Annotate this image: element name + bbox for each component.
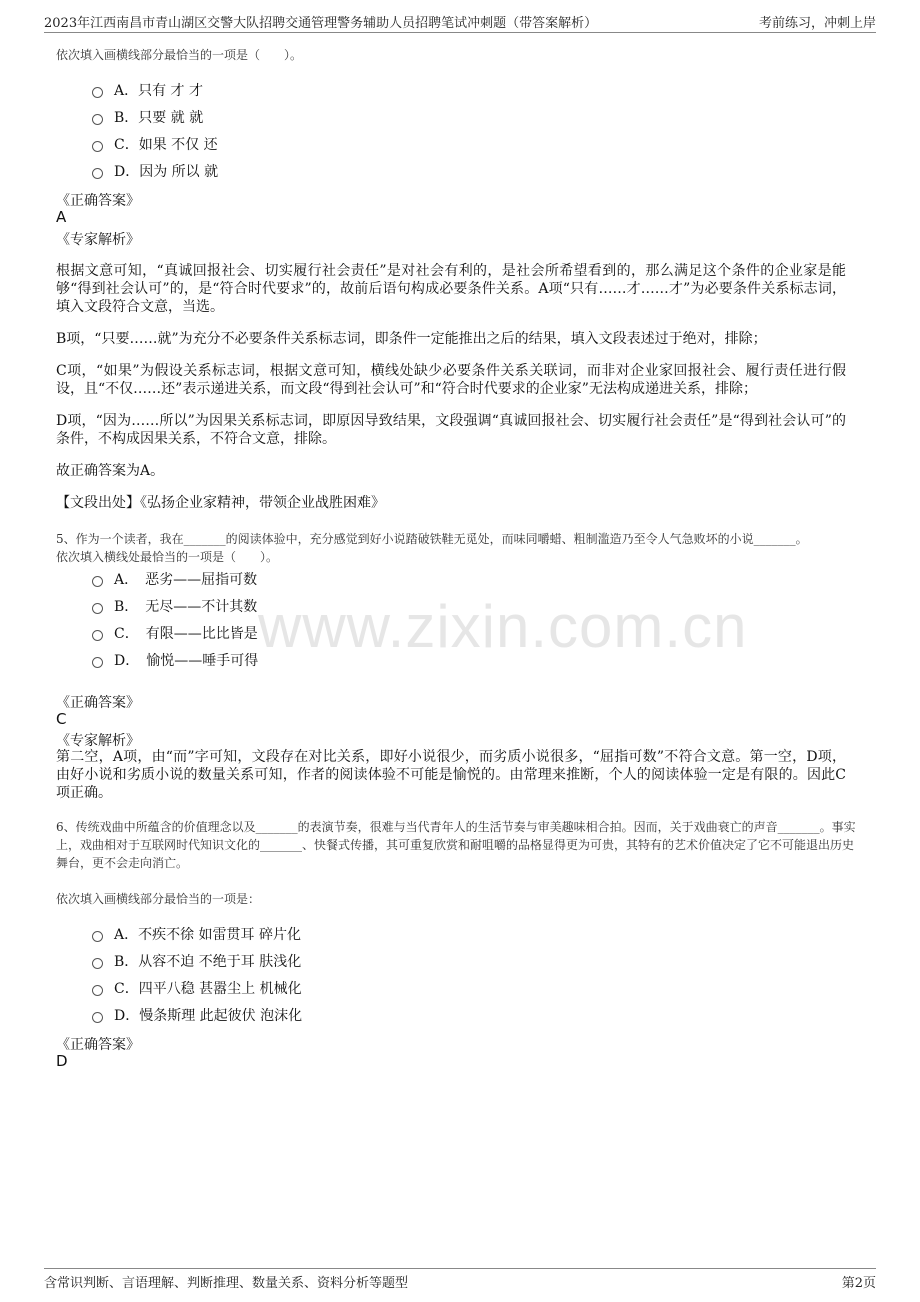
q6-option-c[interactable]: C．四平八稳 甚嚣尘上 机械化 (114, 978, 302, 998)
radio-icon[interactable] (92, 87, 103, 98)
q5-analysis-label: 《专家解析》 (56, 733, 140, 749)
footer-divider (44, 1268, 876, 1269)
radio-icon[interactable] (92, 141, 103, 152)
q4-option-d[interactable]: D．因为 所以 就 (114, 161, 218, 181)
q6-answer: D (56, 1052, 68, 1070)
radio-icon[interactable] (92, 958, 103, 969)
q5-option-c[interactable]: C． 有限——比比皆是 (114, 623, 258, 643)
radio-icon[interactable] (92, 168, 103, 179)
radio-icon[interactable] (92, 657, 103, 668)
q6-answer-label: 《正确答案》 (56, 1037, 140, 1053)
q5-option-d[interactable]: D． 愉悦——唾手可得 (114, 650, 258, 670)
q4-prompt: 依次填入画横线部分最恰当的一项是（ ）。 (56, 48, 303, 62)
q4-analysis-p5: 故正确答案为A。 (56, 463, 165, 479)
radio-icon[interactable] (92, 931, 103, 942)
radio-icon[interactable] (92, 985, 103, 996)
q5-stem: 5、作为一个读者，我在_______的阅读体验中，充分感觉到好小说踏破铁鞋无觅处，而味同嚼蜡、粗制滥造乃至令人气急败坏的小说_______。 (56, 532, 808, 546)
header-divider (44, 32, 876, 33)
q4-analysis-p2: B项，“只要……就”为充分不必要条件关系标志词，即条件一定能推出之后的结果，填入文段表述过于绝对，排除； (56, 331, 767, 347)
q4-source: 【文段出处】《弘扬企业家精神，带领企业战胜困难》 (56, 495, 385, 511)
q5-answer-label: 《正确答案》 (56, 695, 140, 711)
q4-answer-label: 《正确答案》 (56, 193, 140, 209)
radio-icon[interactable] (92, 1012, 103, 1023)
q6-option-d[interactable]: D．慢条斯理 此起彼伏 泡沫化 (114, 1005, 302, 1025)
q5-prompt: 依次填入横线处最恰当的一项是（ ）。 (56, 550, 279, 564)
q6-option-b[interactable]: B．从容不迫 不绝于耳 肤浅化 (114, 951, 301, 971)
q4-analysis-p4: D项，“因为……所以”为因果关系标志词，即原因导致结果，文段强调“真诚回报社会、切实履行社会责任”是“得到社会认可”的条件，不构成因果关系，不符合文意，排除。 (56, 413, 846, 447)
q6-prompt: 依次填入画横线部分最恰当的一项是： (56, 892, 261, 906)
page-header-title: 2023年江西南昌市青山湖区交警大队招聘交通管理警务辅助人员招聘笔试冲刺题（带答案解析） (44, 16, 598, 31)
q4-option-b[interactable]: B．只要 就 就 (114, 107, 203, 127)
q5-analysis: 第二空，A项，由“而”字可知，文段存在对比关系，即好小说很少，而劣质小说很多，“屈指可数”不符合文意。第一空，D项，由好小说和劣质小说的数量关系可知，作者的阅读体验不可能是愉悦的。由常理来推断，个人的阅读体验一定是有限的。因此C项正确。 (56, 749, 846, 801)
q5-option-b[interactable]: B． 无尽——不计其数 (114, 596, 257, 616)
page-number: 第2页 (841, 1276, 876, 1291)
q5-answer: C (56, 710, 67, 728)
radio-icon[interactable] (92, 603, 103, 614)
q4-analysis-p3: C项，“如果”为假设关系标志词，根据文意可知，横线处缺少必要条件关系关联词，而非对企业家回报社会、履行责任进行假设，且“不仅……还”表示递进关系，而文段“得到社会认可”和“符合时代要求的企业家”无法构成递进关系，排除； (56, 363, 846, 397)
radio-icon[interactable] (92, 576, 103, 587)
watermark: www.zixin.com.cn (258, 593, 748, 660)
radio-icon[interactable] (92, 114, 103, 125)
q4-answer: A (56, 208, 67, 226)
q4-option-a[interactable]: A．只有 才 才 (114, 80, 203, 100)
q4-analysis-p1: 根据文意可知，“真诚回报社会、切实履行社会责任”是对社会有利的，是社会所希望看到的，那么满足这个条件的企业家是能够“得到社会认可”的，是“符合时代要求”的，故前后语句构成必要条件关系。A项“只有……才……才”为必要条件关系标志词，填入文段符合文意，当选。 (56, 263, 846, 315)
footer-left: 含常识判断、言语理解、判断推理、数量关系、资料分析等题型 (44, 1276, 409, 1291)
page-header-right: 考前练习，冲刺上岸 (758, 16, 876, 31)
q4-analysis-label: 《专家解析》 (56, 232, 140, 248)
q6-option-a[interactable]: A．不疾不徐 如雷贯耳 碎片化 (114, 924, 301, 944)
q5-option-a[interactable]: A． 恶劣——屈指可数 (114, 569, 257, 589)
q4-option-c[interactable]: C．如果 不仅 还 (114, 134, 218, 154)
q6-stem: 6、传统戏曲中所蕴含的价值理念以及_______的表演节奏，很难与当代青年人的生活节奏与审美趣味相合拍。因而，关于戏曲衰亡的声音_______。事实上，戏曲相对于互联网时代知识文化的_______、快餐式传播，其可重复欣赏和耐咀嚼的品格显得更为可贵，其特有的艺术价值决定了它不可能退出历史舞台，更不会走向消亡。 (56, 820, 856, 870)
radio-icon[interactable] (92, 630, 103, 641)
